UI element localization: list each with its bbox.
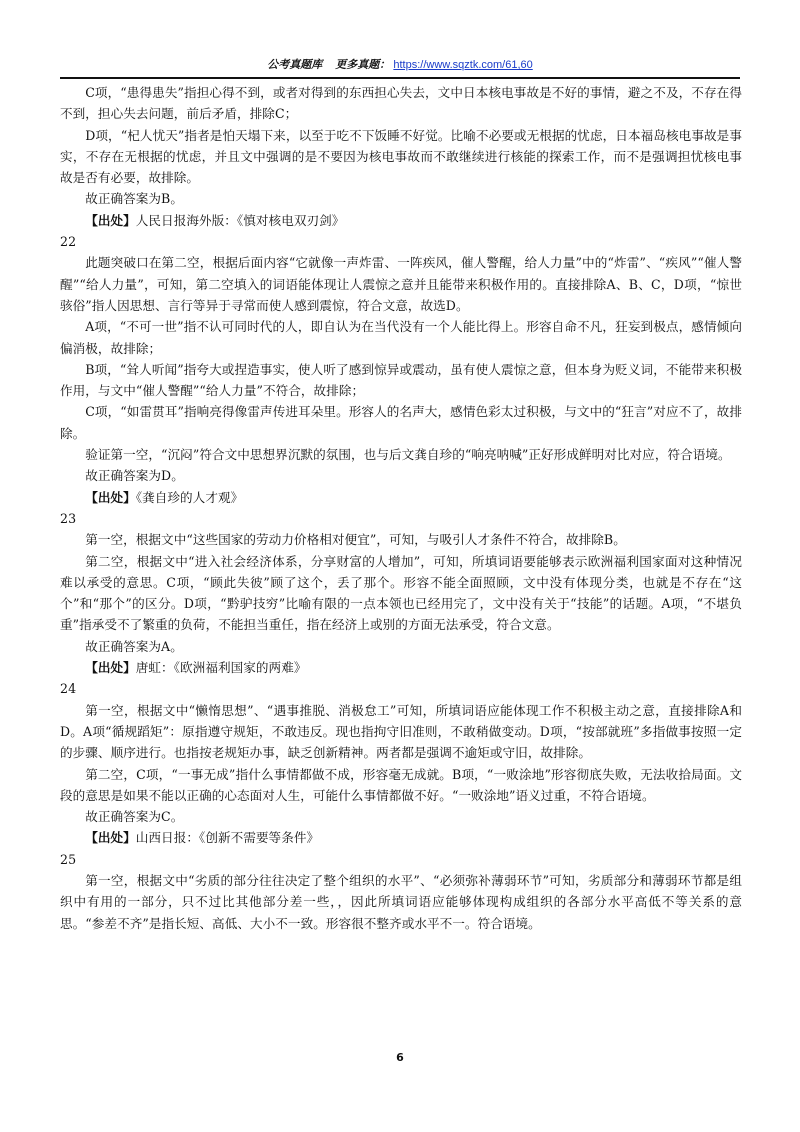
source-line <box>60 657 742 678</box>
explanation-paragraph: 第二空，根据文中“进入社会经济体系，分享财富的人增加”，可知，所填词语要能够表示欧洲福利国家面对这种情况难以承受的意思。C项，“顾此失彼”顾了这个，丢了那个。形容不能全面照顾，文中没有体现分类，也就是不存在“这个”和“那个”的区分。D项，“黔驴技穷”比喻有限的一点本领也已经用完了，文中没有关于“技能”的话题。A项，“不堪负重”指承受不了繁重的负荷，不能担当重任，指在经济上或别的方面无法承受，符合文意。 <box>60 553 742 633</box>
explanation-paragraph: C项，“患得患失”指担心得不到，或者对得到的东西担心失去，文中日本核电事故是不好的事情，避之不及，不存在得不到，担心失去问题，前后矛盾，排除C； <box>60 85 742 122</box>
source-text: 《龚自珍的人才观》 <box>135 489 244 505</box>
explanation-paragraph: 第一空，根据文中“这些国家的劳动力价格相对便宜”，可知，与吸引人才条件不符合，故排除B。 <box>85 532 626 548</box>
source-line <box>60 210 742 231</box>
explanation-paragraph: 验证第一空，“沉闷”符合文中思想界沉默的氛围，也与后文龚自珍的“响亮呐喊”正好形成鲜明对比对应，符合语境。 <box>85 447 731 463</box>
question-number: 23 <box>60 510 77 526</box>
header-label: 更多真题： <box>335 59 391 71</box>
explanation-paragraph: 第二空，C项，“一事无成”指什么事情都做不成，形容毫无成就。B项，“一败涂地”形容彻底失败，无法收拾局面。文段的意思是如果不能以正确的心态面对人生，可能什么事情都做不好。“一败涂地”语义过重，不符合语境。 <box>60 766 742 803</box>
source-line <box>60 827 742 848</box>
source-tag: 【出处】 <box>85 660 136 676</box>
question-number: 25 <box>60 851 77 867</box>
source-tag: 【出处】 <box>85 489 136 505</box>
header-divider <box>60 77 740 79</box>
explanation-paragraph: A项，“不可一世”指不认可同时代的人，即自认为在当代没有一个人能比得上。形容自命不凡，狂妄到极点，感情倾向偏消极，故排除； <box>60 319 742 356</box>
explanation-paragraph: 故正确答案为A。 <box>85 638 183 654</box>
question-number: 24 <box>60 681 77 697</box>
page-header <box>60 56 740 78</box>
header-brand: 公考真题库 <box>267 59 323 71</box>
source-text: 人民日报海外版：《慎对核电双刃剑》 <box>135 212 345 228</box>
source-tag: 【出处】 <box>85 212 136 228</box>
explanation-paragraph: 故正确答案为B。 <box>85 191 183 207</box>
source-text: 唐虹：《欧洲福利国家的两难》 <box>135 660 307 676</box>
document-body <box>60 82 742 934</box>
explanation-paragraph: 此题突破口在第二空，根据后面内容“它就像一声炸雷、一阵疾风，催人警醒，给人力量”中的“炸雷”、“疾风”“催人警醒”“给人力量”，可知，第二空填入的词语能体现让人震惊之意并且能带来积极作用的。直接排除A、B、C，D项，“惊世骇俗”指人因思想、言行等异于寻常而使人感到震惊，符合文意，故选D。 <box>60 255 742 313</box>
explanation-paragraph: D项，“杞人忧天”指者是怕天塌下来，以至于吃不下饭睡不好觉。比喻不必要或无根据的忧虑，日本福岛核电事故是事实，不存在无根据的忧虑，并且文中强调的是不要因为核电事故而不敢继续进行核能的探索工作，而不是强调担忧核电事故是否有必要，故排除。 <box>60 127 742 186</box>
explanation-paragraph: 第一空，根据文中“懒惰思想”、“遇事推脱、消极怠工”可知，所填词语应能体现工作不积极主动之意，直接排除A和D。A项“循规蹈矩”：原指遵守规矩，不敢违反。现也指拘守旧准则，不敢稍做变动。D项，“按部就班”多指做事按照一定的步骤、顺序进行。也指按老规矩办事，缺乏创新精神。两者都是强调不逾矩或守旧，故排除。 <box>60 702 742 761</box>
explanation-paragraph: C项，“如雷贯耳”指响亮得像雷声传进耳朵里。形容人的名声大，感情色彩太过积极，与文中的“狂言”对应不了，故排除。 <box>60 404 742 441</box>
question-number: 22 <box>60 234 77 250</box>
explanation-paragraph: 故正确答案为C。 <box>85 809 184 825</box>
explanation-paragraph: 故正确答案为D。 <box>85 468 184 484</box>
explanation-paragraph: 第一空，根据文中“劣质的部分往往决定了整个组织的水平”、“必须弥补薄弱环节”可知，劣质部分和薄弱环节都是组织中有用的一部分，只不过比其他部分差一些，，因此所填词语应能够体现构成组织的各部分水平高低不等关系的意思。“参差不齐”是指长短、高低、大小不一致。形容很不整齐或水平不一。符合语境。 <box>60 872 742 931</box>
header-link[interactable]: https://www.sqztk.com/61,60 <box>393 59 533 71</box>
source-text: 山西日报：《创新不需要等条件》 <box>135 830 320 846</box>
source-tag: 【出处】 <box>85 830 136 846</box>
page-number: 6 <box>396 1051 404 1064</box>
source-line <box>60 487 742 508</box>
explanation-paragraph: B项，“耸人听闻”指夸大或捏造事实，使人听了感到惊异或震动，虽有使人震惊之意，但本身为贬义词，不能带来积极作用，与文中“催人警醒”“给人力量”不符合，故排除； <box>60 361 742 399</box>
